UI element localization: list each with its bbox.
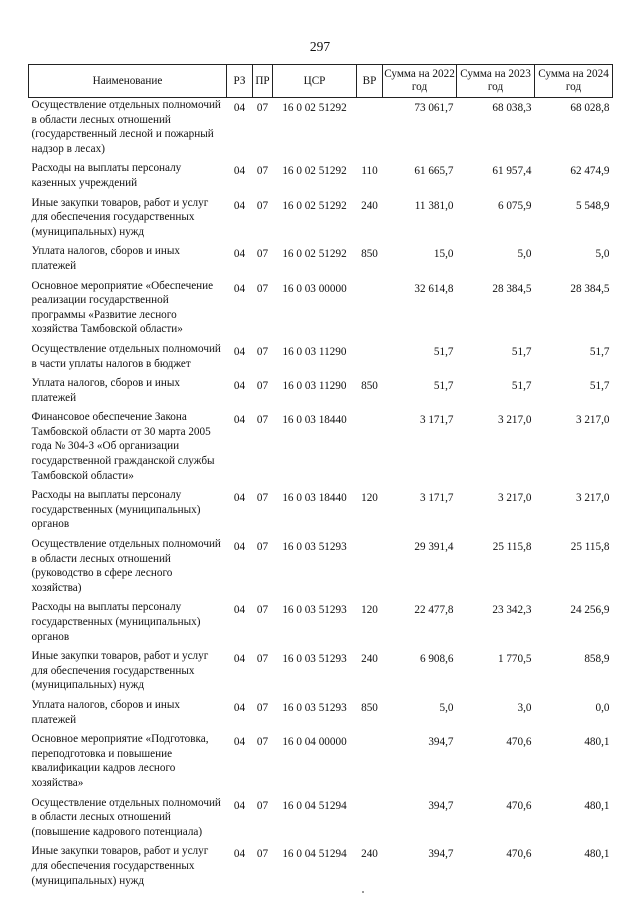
row-sum-2023: 5,0 xyxy=(517,248,532,261)
row-name: Уплата налогов, сборов и иных платежей xyxy=(31,245,181,272)
table-row xyxy=(29,196,613,245)
row-sum-2023: 470,6 xyxy=(506,799,532,812)
row-rz: 04 xyxy=(233,653,246,666)
row-sum-2022: 5,0 xyxy=(439,701,454,714)
row-sum-2023: 51,7 xyxy=(511,345,532,358)
row-sum-2023: 6 075,9 xyxy=(497,199,532,212)
row-rz: 04 xyxy=(233,282,246,295)
row-rz: 04 xyxy=(233,604,246,617)
header-vr: ВР xyxy=(357,65,383,98)
table-row xyxy=(29,732,613,795)
row-sum-2023: 1 770,5 xyxy=(497,653,532,666)
row-name: Расходы на выплаты персоналу государственных (муниципальных) органов xyxy=(31,489,201,531)
row-sum-2022: 73 061,7 xyxy=(414,102,454,114)
row-vr: 850 xyxy=(361,701,378,714)
table-row xyxy=(29,600,613,649)
row-sum-2024: 0,0 xyxy=(595,701,610,714)
row-name: Расходы на выплаты персоналу казенных учреждений xyxy=(31,162,182,189)
row-sum-2022: 3 171,7 xyxy=(419,492,454,505)
table-body xyxy=(29,98,613,894)
row-name: Осуществление отдельных полномочий в области лесных отношений (государственный лесной и пожарный надзор в лесах) xyxy=(31,99,221,155)
row-pr: 07 xyxy=(256,701,269,714)
row-vr xyxy=(357,537,383,600)
row-pr: 07 xyxy=(256,380,269,393)
row-sum-2023: 28 384,5 xyxy=(492,282,532,295)
table-row xyxy=(29,161,613,195)
row-pr: 07 xyxy=(256,165,269,178)
row-pr: 07 xyxy=(256,799,269,812)
row-name: Осуществление отдельных полномочий в части уплаты налогов в бюджет xyxy=(31,342,221,370)
table-row xyxy=(29,410,613,488)
row-csr: 16 0 03 51293 xyxy=(282,604,347,617)
row-pr: 07 xyxy=(256,492,269,505)
row-sum-2024: 62 474,9 xyxy=(570,165,610,178)
row-csr: 16 0 04 51294 xyxy=(282,799,347,812)
row-sum-2022: 15,0 xyxy=(433,248,454,261)
row-sum-2024: 28 384,5 xyxy=(570,282,610,295)
row-vr xyxy=(357,796,383,845)
row-rz: 04 xyxy=(233,736,246,749)
row-name: Основное мероприятие «Подготовка, переподготовка и повышение квалификации кадров лесного хозяйства» xyxy=(31,733,209,789)
table-row xyxy=(29,376,613,410)
row-csr: 16 0 03 51293 xyxy=(282,701,347,714)
row-pr: 07 xyxy=(256,604,269,617)
row-sum-2023: 470,6 xyxy=(506,848,532,861)
row-sum-2022: 394,7 xyxy=(428,799,454,812)
header-sum-2022: Сумма на 2022 год xyxy=(383,65,457,98)
row-sum-2024: 480,1 xyxy=(584,848,610,861)
row-sum-2024: 3 217,0 xyxy=(575,414,610,427)
table-row xyxy=(29,844,613,893)
row-pr: 07 xyxy=(256,282,269,295)
row-csr: 16 0 03 00000 xyxy=(282,282,347,295)
row-sum-2023: 61 957,4 xyxy=(492,165,532,178)
row-sum-2023: 3 217,0 xyxy=(497,492,532,505)
header-csr: ЦСР xyxy=(273,65,357,98)
row-name: Иные закупки товаров, работ и услуг для обеспечения государственных (муниципальных) нужд xyxy=(31,650,209,692)
row-vr xyxy=(357,732,383,795)
budget-table xyxy=(28,64,613,893)
row-vr: 240 xyxy=(361,653,378,666)
row-vr: 850 xyxy=(361,248,378,261)
row-pr: 07 xyxy=(256,848,269,861)
row-sum-2024: 24 256,9 xyxy=(570,604,610,617)
row-sum-2023: 3 217,0 xyxy=(497,414,532,427)
row-pr: 07 xyxy=(256,541,269,554)
row-sum-2022: 6 908,6 xyxy=(419,653,454,666)
row-rz: 04 xyxy=(233,848,246,861)
row-csr: 16 0 03 11290 xyxy=(282,345,347,358)
header-pr: ПР xyxy=(253,65,273,98)
row-pr: 07 xyxy=(256,414,269,427)
table-row xyxy=(29,244,613,278)
row-sum-2022: 11 381,0 xyxy=(414,199,454,212)
row-sum-2022: 22 477,8 xyxy=(414,604,454,617)
row-sum-2023: 470,6 xyxy=(506,736,532,749)
row-rz: 04 xyxy=(233,701,246,714)
page-number: 297 xyxy=(309,39,331,54)
row-sum-2024: 480,1 xyxy=(584,736,610,749)
row-vr: 850 xyxy=(361,380,378,393)
row-sum-2023: 68 038,3 xyxy=(492,102,532,114)
table-header-row xyxy=(29,65,613,98)
row-name: Расходы на выплаты персоналу государственных (муниципальных) органов xyxy=(31,601,201,643)
row-vr: 110 xyxy=(361,165,378,178)
row-sum-2024: 68 028,8 xyxy=(570,102,610,114)
table-row xyxy=(29,649,613,698)
row-vr: 240 xyxy=(361,199,378,212)
row-csr: 16 0 02 51292 xyxy=(282,165,347,178)
row-vr: 240 xyxy=(361,848,378,861)
scan-speck xyxy=(362,891,364,893)
row-csr: 16 0 02 51292 xyxy=(282,248,347,261)
row-csr: 16 0 03 51293 xyxy=(282,541,347,554)
row-vr xyxy=(357,279,383,342)
row-rz: 04 xyxy=(233,541,246,554)
row-csr: 16 0 03 18440 xyxy=(282,414,347,427)
row-sum-2022: 32 614,8 xyxy=(414,282,454,295)
row-rz: 04 xyxy=(233,102,246,114)
row-rz: 04 xyxy=(233,199,246,212)
row-pr: 07 xyxy=(256,653,269,666)
row-sum-2022: 29 391,4 xyxy=(414,541,454,554)
row-rz: 04 xyxy=(233,248,246,261)
row-sum-2024: 25 115,8 xyxy=(570,541,610,554)
row-sum-2022: 394,7 xyxy=(428,736,454,749)
row-name: Иные закупки товаров, работ и услуг для обеспечения государственных (муниципальных) нужд xyxy=(31,845,209,887)
table-row xyxy=(29,98,613,162)
row-pr: 07 xyxy=(256,199,269,212)
row-sum-2024: 480,1 xyxy=(584,799,610,812)
table-row xyxy=(29,342,613,376)
row-rz: 04 xyxy=(233,414,246,427)
row-rz: 04 xyxy=(233,380,246,393)
row-rz: 04 xyxy=(233,345,246,358)
row-sum-2023: 23 342,3 xyxy=(492,604,532,617)
row-pr: 07 xyxy=(256,345,269,358)
row-sum-2023: 25 115,8 xyxy=(492,541,532,554)
row-sum-2024: 858,9 xyxy=(584,653,610,666)
row-vr xyxy=(357,98,383,162)
row-name: Осуществление отдельных полномочий в области лесных отношений (руководство в сфере лесного хозяйства) xyxy=(31,538,221,594)
table-row xyxy=(29,698,613,732)
row-name: Финансовое обеспечение Закона Тамбовской области от 30 марта 2005 года № 304-З «Об организации государственной гражданской службы Тамбовской области» xyxy=(31,411,215,482)
row-name: Осуществление отдельных полномочий в области лесных отношений (повышение кадрового потенциала) xyxy=(31,796,221,838)
row-name: Уплата налогов, сборов и иных платежей xyxy=(31,377,181,404)
row-sum-2024: 3 217,0 xyxy=(575,492,610,505)
row-csr: 16 0 02 51292 xyxy=(282,199,347,212)
row-csr: 16 0 03 51293 xyxy=(282,653,347,666)
row-rz: 04 xyxy=(233,492,246,505)
header-rz: РЗ xyxy=(227,65,253,98)
row-sum-2022: 3 171,7 xyxy=(419,414,454,427)
row-rz: 04 xyxy=(233,799,246,812)
row-sum-2023: 3,0 xyxy=(517,701,532,714)
row-sum-2023: 51,7 xyxy=(511,380,532,393)
row-csr: 16 0 02 51292 xyxy=(282,102,347,114)
row-pr: 07 xyxy=(256,736,269,749)
row-sum-2022: 51,7 xyxy=(433,380,454,393)
row-sum-2024: 51,7 xyxy=(589,380,610,393)
row-name: Иные закупки товаров, работ и услуг для обеспечения государственных (муниципальных) нужд xyxy=(31,196,209,238)
row-rz: 04 xyxy=(233,165,246,178)
row-pr: 07 xyxy=(256,248,269,261)
row-vr xyxy=(357,410,383,488)
row-sum-2024: 5,0 xyxy=(595,248,610,261)
row-sum-2024: 5 548,9 xyxy=(575,199,610,212)
table-row xyxy=(29,279,613,342)
header-sum-2023: Сумма на 2023 год xyxy=(457,65,535,98)
row-vr: 120 xyxy=(361,492,378,505)
row-sum-2022: 51,7 xyxy=(433,345,454,358)
row-pr: 07 xyxy=(256,102,269,114)
row-name: Уплата налогов, сборов и иных платежей xyxy=(31,698,181,726)
row-sum-2024: 51,7 xyxy=(589,345,610,358)
row-sum-2022: 61 665,7 xyxy=(414,165,454,178)
row-csr: 16 0 04 51294 xyxy=(282,848,347,861)
row-sum-2022: 394,7 xyxy=(428,848,454,861)
header-sum-2024: Сумма на 2024 год xyxy=(535,65,613,98)
row-csr: 16 0 03 11290 xyxy=(282,380,347,393)
table-row xyxy=(29,488,613,537)
table-row xyxy=(29,796,613,845)
row-vr xyxy=(357,342,383,376)
table-row xyxy=(29,537,613,600)
row-name: Основное мероприятие «Обеспечение реализации государственной программы «Развитие лесного хозяйства Тамбовской области» xyxy=(31,279,214,336)
header-name: Наименование xyxy=(29,65,227,98)
row-csr: 16 0 03 18440 xyxy=(282,492,347,505)
row-csr: 16 0 04 00000 xyxy=(282,736,347,749)
row-vr: 120 xyxy=(361,604,378,617)
